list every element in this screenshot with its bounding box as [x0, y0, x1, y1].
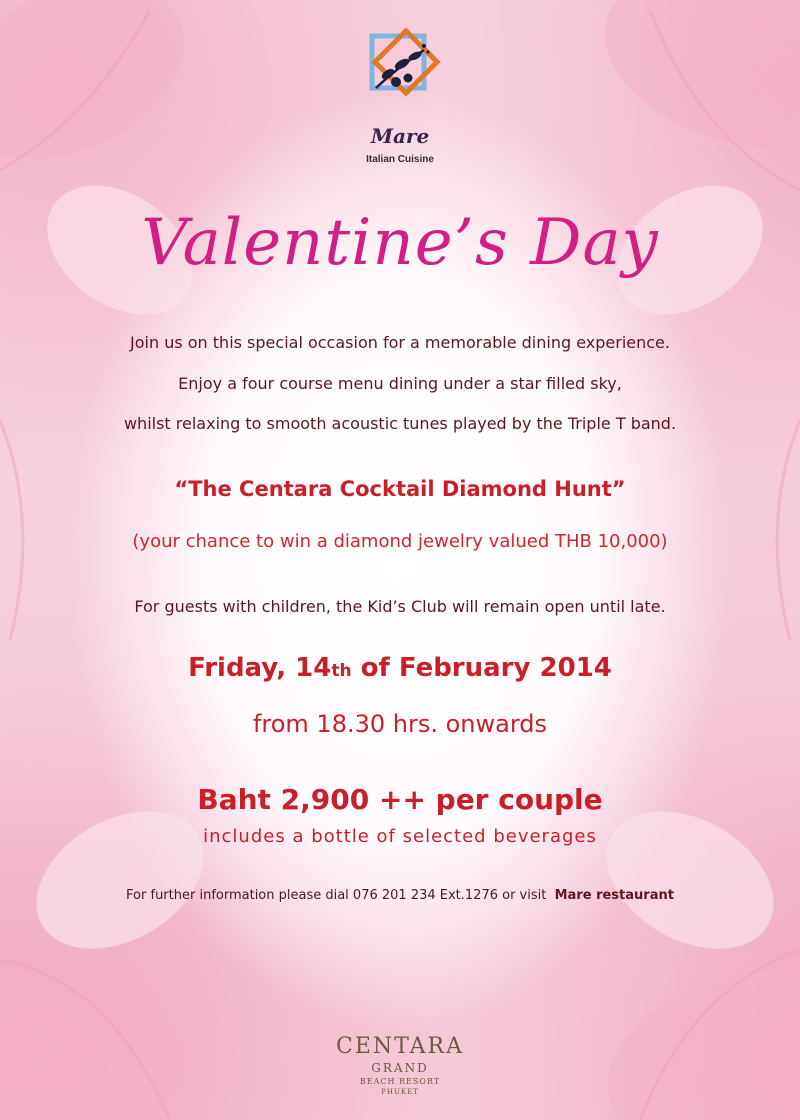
diamond-hunt-prize: (your chance to win a diamond jewelry valued THB 10,000) — [132, 531, 668, 552]
hotel-location: PHUKET — [381, 1088, 419, 1096]
olive-branch-logo-icon — [362, 28, 442, 118]
intro-line-3: whilst relaxing to smooth acoustic tunes played by the Triple T band. — [123, 414, 677, 433]
event-time: from 18.30 hrs. onwards — [252, 710, 548, 738]
hotel-resort-label: BEACH RESORT — [359, 1077, 441, 1086]
hotel-brand-grand: GRAND — [371, 1061, 429, 1075]
hotel-brand: CENTARA — [336, 1034, 464, 1059]
intro-line-2: Enjoy a four course menu dining under a star filled sky, — [178, 374, 622, 393]
event-date: Friday, 14th of February 2014 — [188, 653, 612, 683]
event-price: Baht 2,900 ++ per couple — [197, 783, 603, 816]
price-includes: includes a bottle of selected beverages — [203, 826, 597, 847]
contact-info: For further information please dial 076 201 234 Ext.1276 or visit Mare restaurant — [126, 888, 674, 903]
kids-club-note: For guests with children, the Kid’s Club will remain open until late. — [134, 597, 666, 616]
restaurant-name: Mare — [370, 124, 430, 148]
diamond-hunt-title: “The Centara Cocktail Diamond Hunt” — [174, 477, 626, 501]
intro-line-1: Join us on this special occasion for a memorable dining experience. — [130, 333, 670, 352]
restaurant-cuisine: Italian Cuisine — [366, 154, 434, 165]
event-title: Valentine’s Day — [141, 206, 659, 280]
restaurant-link[interactable]: Mare restaurant — [554, 888, 674, 903]
